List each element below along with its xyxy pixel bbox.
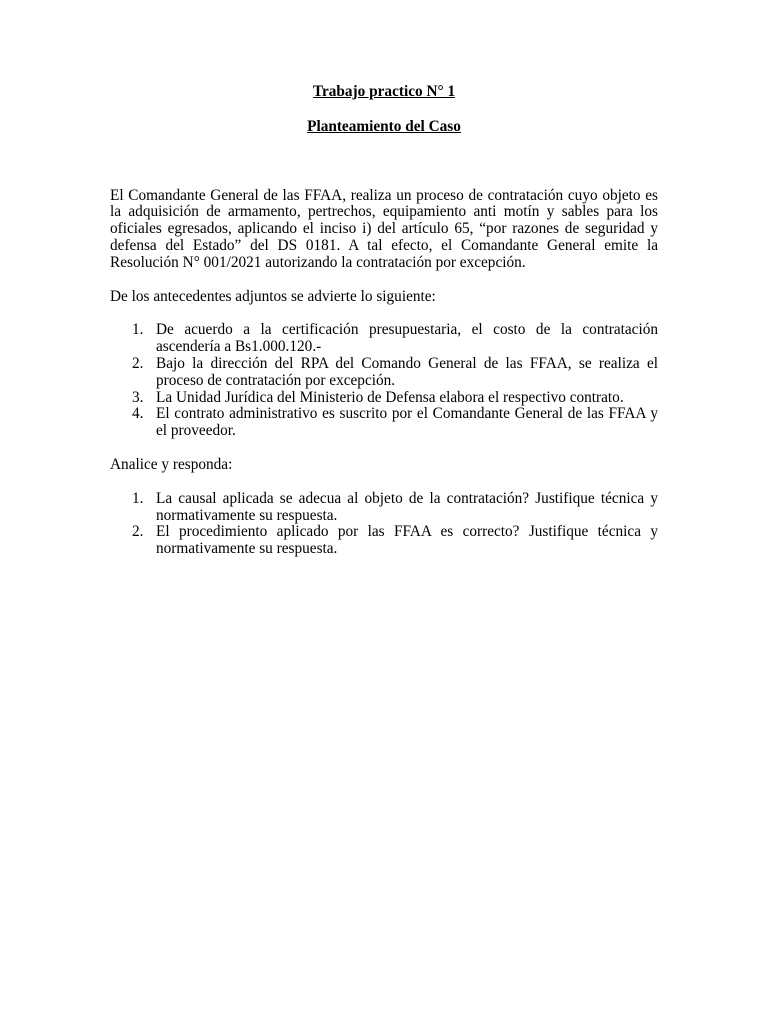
- list-item-number: 3.: [132, 388, 144, 406]
- list-item-text: El procedimiento aplicado por las FFAA es correcto? Justifique técnica y normativamente su respuesta.: [156, 523, 658, 558]
- facts-list-item: [110, 406, 658, 440]
- list-item-text: Bajo la dirección del RPA del Comando General de las FFAA, se realiza el proceso de contratación por excepción.: [156, 354, 658, 389]
- document-title: Trabajo practico N° 1: [312, 83, 456, 100]
- facts-list: [110, 322, 658, 440]
- document-subtitle: Planteamiento del Caso: [307, 117, 461, 135]
- list-item-text: La Unidad Jurídica del Ministerio de Defensa elabora el respectivo contrato.: [156, 388, 624, 406]
- facts-list-item: [110, 390, 658, 407]
- facts-lead-paragraph: De los antecedentes adjuntos se advierte lo siguiente:: [110, 287, 436, 305]
- list-item-number: 2.: [132, 354, 144, 372]
- facts-list-item: [110, 356, 658, 390]
- list-item-number: 2.: [132, 523, 144, 541]
- list-item-number: 1.: [132, 489, 144, 507]
- case-intro-paragraph: El Comandante General de las FFAA, realiza un proceso de contratación cuyo objeto es la adquisición de armamento, pertrechos, equipamiento anti motín y sables para los oficiales egresados, aplicando el inciso i) del artículo 65, “por razones de seguridad y defensa del Estado” del DS 0181. A tal efecto, el Comandante General emite la Resolución N° 001/2021 autorizando la contratación por excepción.: [110, 186, 658, 271]
- list-item-number: 4.: [132, 405, 144, 423]
- questions-lead-paragraph: Analice y responda:: [110, 455, 233, 473]
- facts-list-item: [110, 322, 658, 356]
- list-item-text: La causal aplicada se adecua al objeto de la contratación? Justifique técnica y normativamente su respuesta.: [156, 489, 658, 524]
- list-item-text: El contrato administrativo es suscrito por el Comandante General de las FFAA y el proveedor.: [156, 405, 658, 440]
- list-item-text: De acuerdo a la certificación presupuestaria, el costo de la contratación ascendería a Bs1.000.120.-: [156, 321, 658, 356]
- questions-list-item: [110, 491, 658, 525]
- list-item-number: 1.: [132, 321, 144, 339]
- questions-list-item: [110, 524, 658, 558]
- document-body: [110, 84, 658, 558]
- questions-list: [110, 491, 658, 558]
